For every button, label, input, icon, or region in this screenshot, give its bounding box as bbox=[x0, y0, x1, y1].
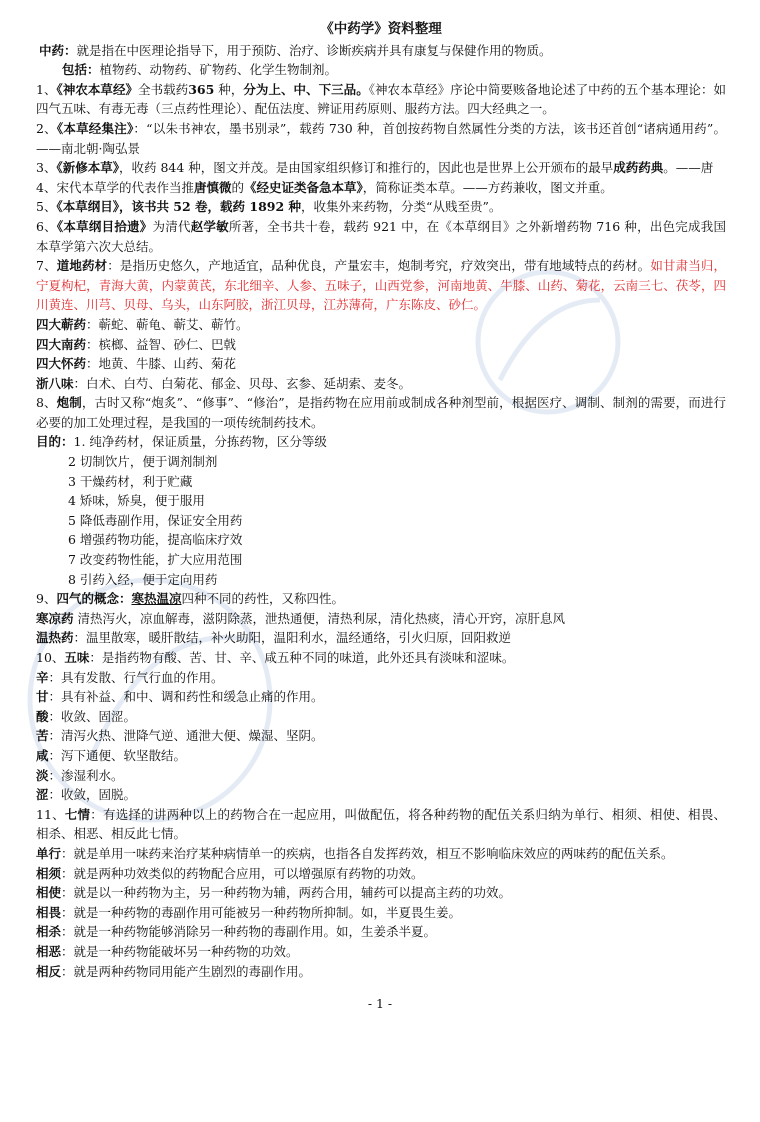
seven-mutual-fear bbox=[36, 903, 726, 923]
section-6 bbox=[36, 217, 726, 256]
seven-label: 相畏 bbox=[36, 904, 62, 920]
seven-opposition bbox=[36, 962, 726, 982]
section-10-num: 10、 bbox=[36, 650, 65, 665]
purpose-item: 8 引药入经，便于定向用药 bbox=[68, 571, 218, 587]
section-11 bbox=[36, 805, 726, 844]
section-11-text: ：有选择的讲两种以上的药物合在一起应用，叫做配伍，将各种药物的配伍关系归纳为单行、相须、相使、相畏、相杀、相恶、相反此七情。 bbox=[36, 806, 726, 842]
warm-drugs-text: ：温里散寒，暖肝散结，补火助阳，温阳利水，温经通络，引火归原，回阳救逆 bbox=[73, 630, 512, 646]
big4-huai-text: ：地黄、牛膝、山药、菊花 bbox=[86, 356, 237, 372]
section-1-bold: 分为上、中、下三品。 bbox=[243, 81, 369, 97]
section-5 bbox=[36, 197, 726, 217]
section-2-text: ：“以朱书神农，墨书别录”，载药 730 种，首创按药物自然属性分类的方法，该书还首创“诸病通用药”。——南北朝·陶弘景 bbox=[36, 120, 726, 156]
section-7-text: ：是指历史悠久，产地适宜，品种优良，产量宏丰，炮制考究，疗效突出，带有地域特点的药材。 bbox=[107, 258, 651, 274]
zhe-ba-wei bbox=[36, 374, 726, 394]
warm-drugs-label: 温热药 bbox=[36, 630, 74, 646]
section-7-name: 道地药材 bbox=[56, 258, 108, 274]
taste-salty bbox=[36, 746, 726, 766]
section-5-name: 《本草纲目》，该书共 52 卷，载药 1892 种 bbox=[56, 199, 302, 215]
section-4-book: 《经史证类备急本草》 bbox=[244, 179, 363, 195]
taste-text: ：具有发散、行气行血的作用。 bbox=[48, 669, 224, 685]
seven-text: ：就是两种药物同用能产生剧烈的毒副作用。 bbox=[61, 963, 312, 979]
big4-nan-text: ：槟榔、益智、砂仁、巴戟 bbox=[86, 336, 237, 352]
definition-label: 中药： bbox=[39, 42, 77, 58]
section-7 bbox=[36, 256, 726, 315]
purpose-item: 3 干燥药材，利于贮藏 bbox=[68, 473, 193, 489]
section-5-num: 5、 bbox=[36, 199, 57, 215]
section-10 bbox=[36, 648, 726, 668]
taste-astringent bbox=[36, 785, 726, 805]
cold-drugs-label: 寒凉药 bbox=[36, 610, 74, 626]
seven-text: ：就是一种药物能够消除另一种药物的毒副作用。如，生姜杀半夏。 bbox=[61, 924, 437, 940]
definition-line bbox=[36, 41, 726, 61]
warm-drugs bbox=[36, 628, 726, 648]
includes-label: 包括： bbox=[62, 62, 100, 78]
section-8-name: 炮制 bbox=[56, 395, 82, 411]
section-5-text: ，收集外来药物，分类“从贱至贵”。 bbox=[301, 199, 502, 215]
big4-nan bbox=[36, 335, 726, 355]
section-2 bbox=[36, 119, 726, 158]
section-4-author: 唐慎微 bbox=[193, 179, 232, 195]
taste-label: 涩 bbox=[36, 787, 49, 803]
seven-label: 相使 bbox=[36, 885, 62, 901]
taste-label: 咸 bbox=[36, 747, 49, 763]
section-6-name: 《本草纲目拾遗》 bbox=[56, 218, 153, 234]
taste-label: 淡 bbox=[36, 767, 49, 783]
seven-text: ：就是一种药物的毒副作用可能被另一种药物所抑制。如，半夏畏生姜。 bbox=[61, 904, 462, 920]
section-6-text-a: 为清代 bbox=[152, 218, 191, 234]
taste-bitter bbox=[36, 726, 726, 746]
document-body bbox=[36, 20, 726, 981]
section-3-text-a: ，收药 844 种，图文并茂。是由国家组织修订和推行的，因此也是世界上公开颁布的最早 bbox=[118, 160, 614, 176]
seven-text: ：就是以一种药物为主，另一种药物为辅，两药合用，辅药可以提高主药的功效。 bbox=[61, 885, 512, 901]
section-10-name: 五味 bbox=[64, 650, 90, 665]
taste-text: ：具有补益、和中、调和药性和缓急止痛的作用。 bbox=[48, 689, 324, 705]
section-7-red-examples: 如甘肃当归，宁夏枸杞，青海大黄，内蒙黄芪，东北细辛、人参、五味子，山西党参，河南地黄、牛膝、山药、菊花，云南三七、茯苓，四川黄连、川芎、贝母、乌头，山东阿胶，浙江贝母，江苏薄荷，广东陈皮、砂仁。 bbox=[36, 258, 726, 313]
purpose-item: 7 改变药物性能，扩大应用范围 bbox=[68, 552, 243, 568]
big4-qi-text: ：蕲蛇、蕲龟、蕲艾、蕲竹。 bbox=[86, 316, 249, 332]
seven-text: ：就是单用一味药来治疗某种病情单一的疾病，也指各自发挥药效，相互不影响临床效应的两味药的配伍关系。 bbox=[61, 845, 674, 861]
taste-sour bbox=[36, 707, 726, 727]
taste-bland bbox=[36, 766, 726, 786]
big4-qi-label: 四大蕲药 bbox=[36, 316, 87, 332]
section-9-name: 四气的概念： bbox=[56, 591, 132, 607]
section-10-text: ：是指药物有酸、苦、甘、辛、咸五种不同的味道，此外还具有淡味和涩味。 bbox=[89, 650, 515, 665]
taste-sweet bbox=[36, 687, 726, 707]
purpose-item: 4 矫味，矫臭，便于服用 bbox=[68, 493, 205, 509]
seven-mutual-kill bbox=[36, 922, 726, 942]
seven-label: 单行 bbox=[36, 845, 62, 861]
seven-label: 相反 bbox=[36, 963, 62, 979]
taste-text: ：收敛、固涩。 bbox=[48, 708, 137, 724]
page-title: 《中药学》资料整理 bbox=[320, 21, 442, 37]
seven-mutual-need bbox=[36, 864, 726, 884]
section-4-text-a: 4、宋代本草学的代表作当推 bbox=[36, 179, 194, 195]
taste-text: ：泻下通便、软坚散结。 bbox=[48, 747, 187, 763]
section-2-num: 2、 bbox=[36, 120, 57, 136]
seven-label: 相杀 bbox=[36, 924, 62, 940]
section-2-name: 《本草经集注》 bbox=[56, 120, 134, 136]
section-9-num: 9、 bbox=[36, 591, 57, 607]
section-7-num: 7、 bbox=[36, 258, 57, 274]
zhe-ba-wei-text: ：白术、白芍、白菊花、郁金、贝母、玄参、延胡索、麦冬。 bbox=[73, 375, 412, 391]
purpose-item: 5 降低毒副作用，保证安全用药 bbox=[68, 512, 243, 528]
section-3 bbox=[36, 158, 726, 178]
section-11-name: 七情 bbox=[64, 806, 91, 822]
section-3-num: 3、 bbox=[36, 160, 57, 176]
section-1-text-a: 全书载药 bbox=[138, 81, 189, 97]
includes-text: 植物药、动物药、矿物药、化学生物制剂。 bbox=[99, 62, 338, 78]
cold-drugs bbox=[36, 609, 726, 629]
cold-drugs-text: 清热泻火，凉血解毒，滋阴除蒸，泄热通便，清热利尿，清化热痰，清心开窍，凉肝息风 bbox=[73, 610, 565, 626]
big4-nan-label: 四大南药 bbox=[36, 336, 87, 352]
zhe-ba-wei-label: 浙八味 bbox=[36, 375, 74, 391]
page-number: - 1 - bbox=[367, 996, 393, 1011]
purpose-item: 1. 纯净药材，保证质量，分拣药物，区分等级 bbox=[73, 434, 327, 450]
taste-pungent bbox=[36, 668, 726, 688]
seven-text: ：就是一种药物能破坏另一种药物的功效。 bbox=[61, 943, 299, 959]
seven-text: ：就是两种功效类似的药物配合应用，可以增强原有药物的功效。 bbox=[61, 865, 424, 881]
section-1-text-b: 种， bbox=[214, 81, 244, 97]
big4-huai-label: 四大怀药 bbox=[36, 356, 87, 372]
section-3-name: 《新修本草》 bbox=[56, 160, 119, 176]
seven-single bbox=[36, 844, 726, 864]
purpose-line-1 bbox=[36, 432, 726, 452]
section-8 bbox=[36, 393, 726, 432]
section-9-text: 四种不同的药性，又称四性。 bbox=[181, 591, 344, 607]
section-1-text-c: 《神农本草经》序论中简要赅备地论述了中药的五个基本理论：如四气五味、有毒无毒（三点药性理论）、配伍法度、辨证用药原则、服药方法。四大经典之一。 bbox=[36, 81, 726, 117]
section-6-author: 赵学敏 bbox=[190, 218, 229, 234]
seven-mutual-use bbox=[36, 883, 726, 903]
section-3-text-b: 。——唐 bbox=[663, 160, 714, 176]
section-4-text-c: ，简称证类本草。——方药兼收，图文并重。 bbox=[362, 179, 613, 195]
section-1 bbox=[36, 80, 726, 119]
purpose-label: 目的： bbox=[36, 434, 74, 450]
section-8-num: 8、 bbox=[36, 395, 57, 411]
section-1-count: 365 bbox=[188, 81, 215, 97]
section-6-text-b: 所著，全书共十卷，载药 921 中，在《本草纲目》之外新增药物 716 种，出色完成我国本草学第六次大总结。 bbox=[36, 218, 726, 254]
includes-line bbox=[36, 60, 726, 80]
taste-text: ：收敛，固脱。 bbox=[48, 787, 137, 803]
taste-text: ：渗湿利水。 bbox=[48, 767, 124, 783]
section-8-text: ，古时又称“炮炙”、“修事”、“修治”，是指药物在应用前或制成各种剂型前，根据医疗、调制、制剂的需要，而进行必要的加工处理过程，是我国的一项传统制药技术。 bbox=[36, 395, 726, 430]
section-6-num: 6、 bbox=[36, 218, 57, 234]
big4-huai bbox=[36, 354, 726, 374]
seven-mutual-aversion bbox=[36, 942, 726, 962]
seven-label: 相恶 bbox=[36, 943, 62, 959]
section-1-name: 《神农本草经》 bbox=[56, 81, 139, 97]
section-9-four-qi: 寒热温凉 bbox=[131, 591, 182, 607]
taste-text: ：清泻火热、泄降气逆、通泄大便、燥湿、坚阴。 bbox=[48, 728, 324, 744]
taste-label: 酸 bbox=[36, 708, 49, 724]
taste-label: 苦 bbox=[36, 728, 49, 744]
section-3-bold: 成药药典 bbox=[613, 160, 664, 176]
section-4-text-b: 的 bbox=[231, 179, 244, 195]
section-1-num: 1、 bbox=[36, 81, 57, 97]
section-4 bbox=[36, 178, 726, 198]
taste-label: 甘 bbox=[36, 689, 49, 705]
big4-qi bbox=[36, 315, 726, 335]
definition-text: 就是指在中医理论指导下，用于预防、治疗、诊断疾病并具有康复与保健作用的物质。 bbox=[76, 42, 552, 58]
taste-label: 辛 bbox=[36, 669, 49, 685]
section-9 bbox=[36, 589, 726, 609]
seven-label: 相须 bbox=[36, 865, 62, 881]
purpose-item: 2 切制饮片，便于调剂制剂 bbox=[68, 454, 218, 470]
purpose-item: 6 增强药物功能，提高临床疗效 bbox=[68, 532, 243, 548]
section-11-num: 11、 bbox=[36, 806, 65, 822]
